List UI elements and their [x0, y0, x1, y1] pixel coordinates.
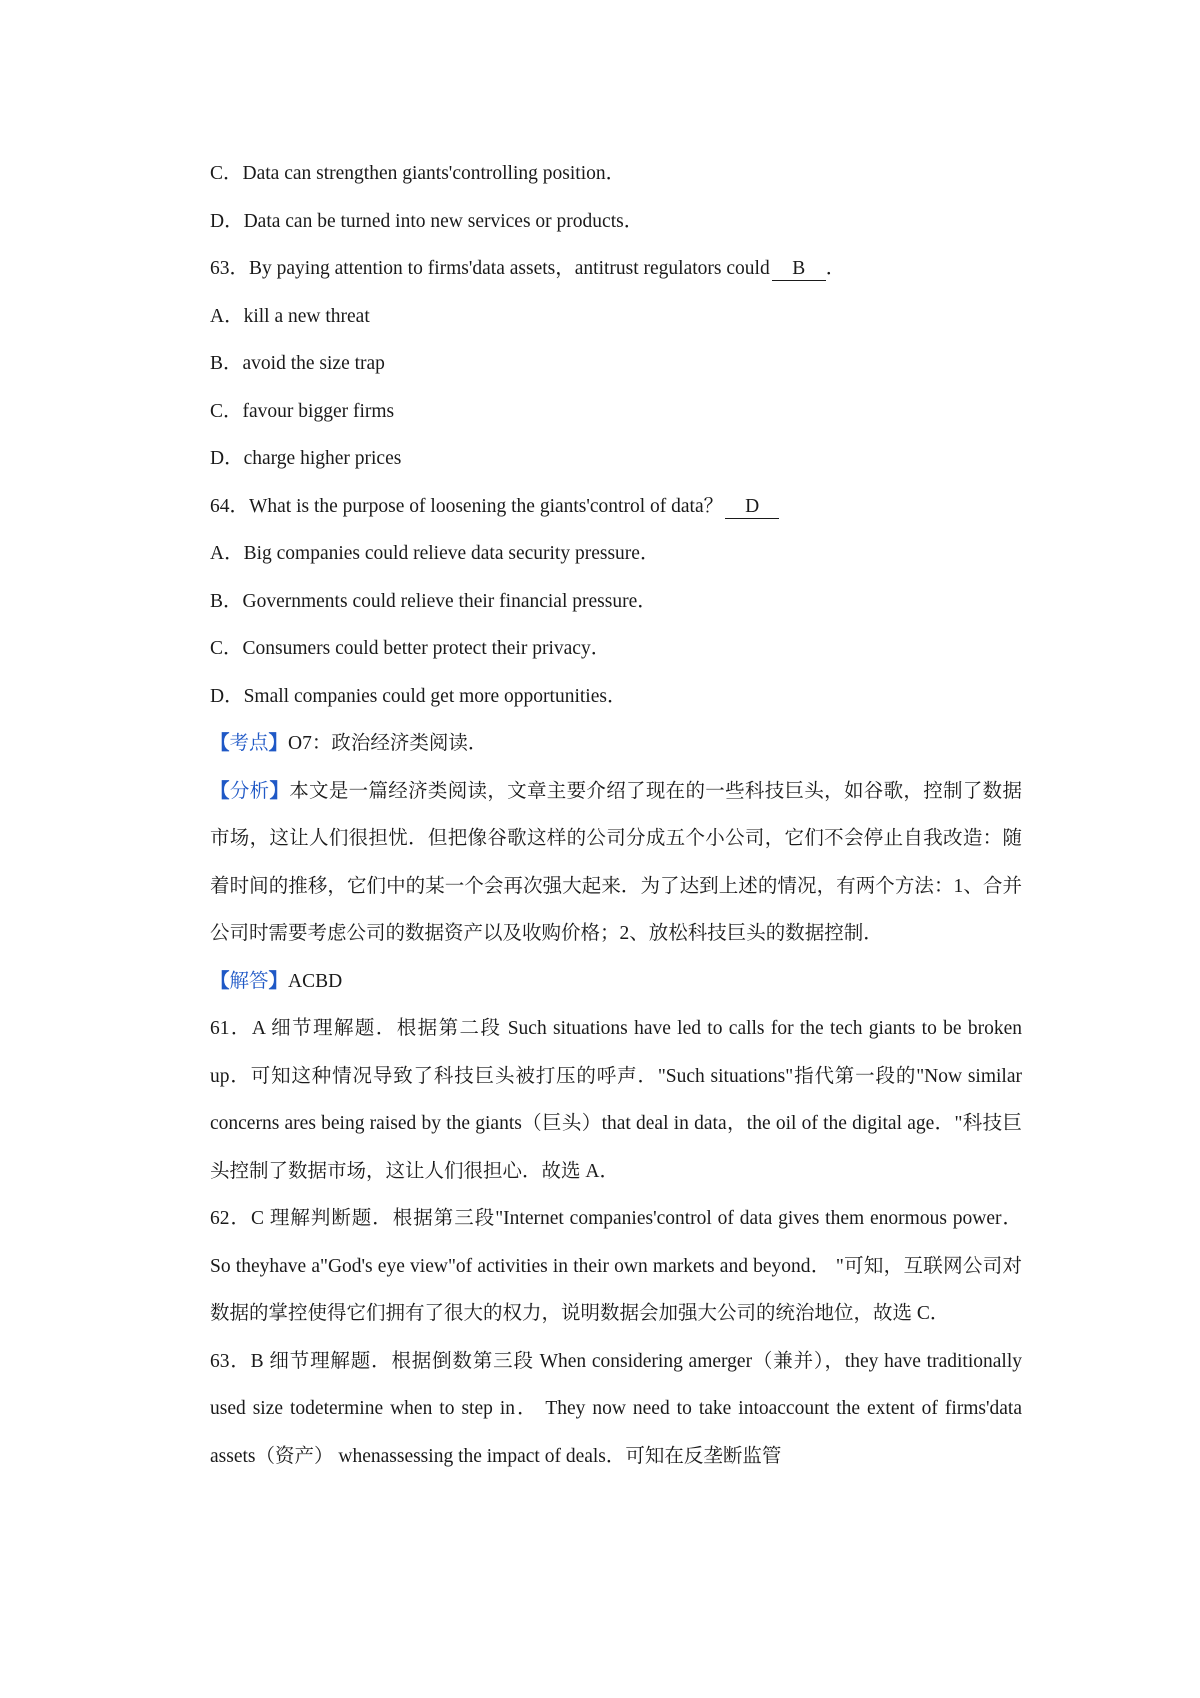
fenxi-bracket-open: 【 — [210, 780, 230, 802]
fenxi-label: 分析 — [229, 780, 270, 802]
fenxi-text: 本文是一篇经济类阅读，文章主要介绍了现在的一些科技巨头，如谷歌，控制了数据市场，这让人们很担忧．但把像谷歌这样的公司分成五个小公司，它们不会停止自我改造：随着时间的推移，它们中的某一个会再次强大起来．为了达到上述的情况，有两个方法：1、合并公司时需要考虑公司的数据资产以及收购价格；2、放松科技巨头的数据控制． — [210, 780, 1022, 944]
q64-option-b: B．Governments could relieve their financial pressure． — [210, 590, 657, 612]
q62-option-c: C．Data can strengthen giants'controlling position． — [210, 163, 626, 184]
kaodian-section — [210, 720, 1022, 768]
kaodian-label: 考点 — [229, 733, 269, 754]
q64-stem: 64．What is the purpose of loosening the giants'control of data？ — [210, 495, 724, 517]
q63-stem: 63．By paying attention to firms'data assets，antitrust regulators could — [210, 258, 770, 279]
fenxi-section — [210, 768, 1022, 958]
fenxi-bracket-close: 】 — [269, 780, 290, 802]
kaodian-text: O7：政治经济类阅读． — [288, 733, 488, 754]
jieda-text: ACBD — [288, 970, 343, 992]
q63-answer-blank: B — [772, 258, 826, 281]
q64-option-c: C．Consumers could better protect their privacy． — [210, 638, 611, 659]
q64-option-a: A．Big companies could relieve data security pressure． — [210, 543, 660, 564]
q64-answer-blank: D — [725, 496, 779, 519]
q63-option-a: A．kill a new threat — [210, 305, 370, 327]
jieda-section — [210, 958, 1022, 1006]
jieda-label: 解答 — [229, 970, 269, 992]
explanation-63: 63．B 细节理解题．根据倒数第三段 When considering amerger（兼并），they have traditionally used size todetermine when to step in． They now need to take intoaccount the extent of firms'data assets（资产） whenassessing the impact of deals．可知在反垄断监管 — [210, 1350, 1022, 1467]
q63-stem-line — [210, 245, 1022, 293]
q63-option-d: D．charge higher prices — [210, 448, 402, 469]
document-page — [210, 150, 1022, 1480]
q64-stem-line — [210, 483, 1022, 531]
explanation-62: 62．C 理解判断题．根据第三段"Internet companies'control of data gives them enormous power． So theyhave a"God's eye view"of activities in their own markets and beyond． "可知，互联网公司对数据的掌控使得它们拥有了很大的权力，说明数据会加强大公司的统治地位，故选 C． — [210, 1208, 1022, 1324]
q64-option-d: D．Small companies could get more opportunities． — [210, 685, 627, 707]
jieda-bracket-close: 】 — [268, 970, 289, 992]
q62-option-d: D．Data can be turned into new services or products． — [210, 210, 644, 232]
q63-option-c: C．favour bigger firms — [210, 400, 395, 422]
q63-stem-end: ． — [825, 258, 846, 279]
jieda-bracket-open: 【 — [210, 970, 230, 992]
explanation-61: 61．A 细节理解题．根据第二段 Such situations have led to calls for the tech giants to be broken up．可知这种情况导致了科技巨头被打压的呼声．"Such situations"指代第一段的"Now similar concerns ares being raised by the giants（巨头）that deal in data，the oil of the digital age．"科技巨头控制了数据市场，这让人们很担心．故选 A． — [210, 1018, 1022, 1182]
kaodian-bracket-open: 【 — [210, 733, 230, 754]
q63-option-b: B．avoid the size trap — [210, 353, 385, 374]
kaodian-bracket-close: 】 — [268, 733, 289, 754]
